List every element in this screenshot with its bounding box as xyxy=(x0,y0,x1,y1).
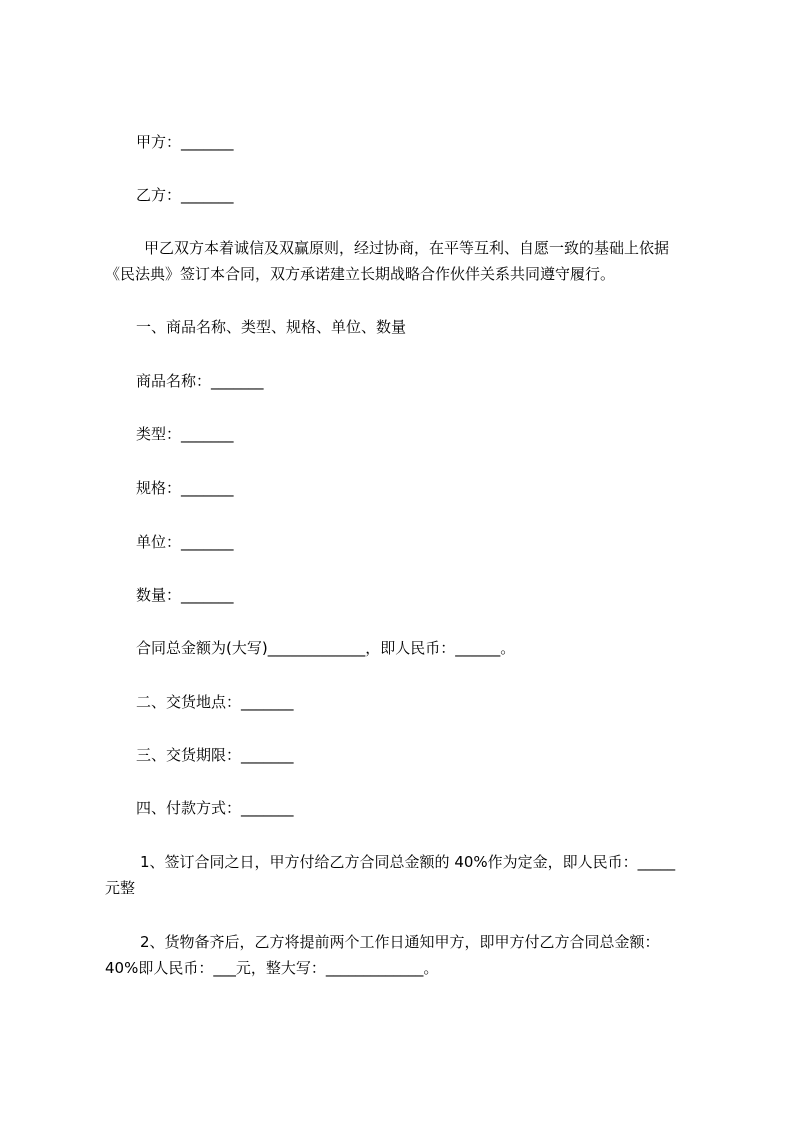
section-1-heading: 一、商品名称、类型、规格、单位、数量 xyxy=(136,318,407,336)
payment-item-2-line-1: 2、货物备齐后，乙方将提前两个工作日通知甲方，即甲方付乙方合同总金额： xyxy=(140,933,660,951)
product-type-field: 类型：_______ xyxy=(136,425,234,443)
party-a-field: 甲方：_______ xyxy=(136,133,234,151)
product-spec-field: 规格：_______ xyxy=(136,479,234,497)
product-unit-field: 单位：_______ xyxy=(136,533,234,551)
contract-total-amount: 合同总金额为(大写)_____________，即人民币：______。 xyxy=(136,639,516,657)
section-4-payment-method: 四、付款方式：_______ xyxy=(136,799,294,817)
party-b-field: 乙方：_______ xyxy=(136,186,234,204)
intro-paragraph-line-2: 《民法典》签订本合同，双方承诺建立长期战略合作伙伴关系共同遵守履行。 xyxy=(105,265,616,283)
payment-item-2-line-2: 40%即人民币：___元，整大写：_____________。 xyxy=(105,959,439,977)
intro-paragraph-line-1: 甲乙双方本着诚信及双赢原则，经过协商，在平等互利、自愿一致的基础上依据 xyxy=(144,239,670,257)
product-name-field: 商品名称：_______ xyxy=(136,372,264,390)
section-3-delivery-deadline: 三、交货期限：_______ xyxy=(136,746,294,764)
product-quantity-field: 数量：_______ xyxy=(136,586,234,604)
section-2-delivery-location: 二、交货地点：_______ xyxy=(136,693,294,711)
payment-item-1-line-2: 元整 xyxy=(105,879,136,897)
payment-item-1-line-1: 1、签订合同之日，甲方付给乙方合同总金额的 40%作为定金，即人民币：_____ xyxy=(140,853,676,871)
